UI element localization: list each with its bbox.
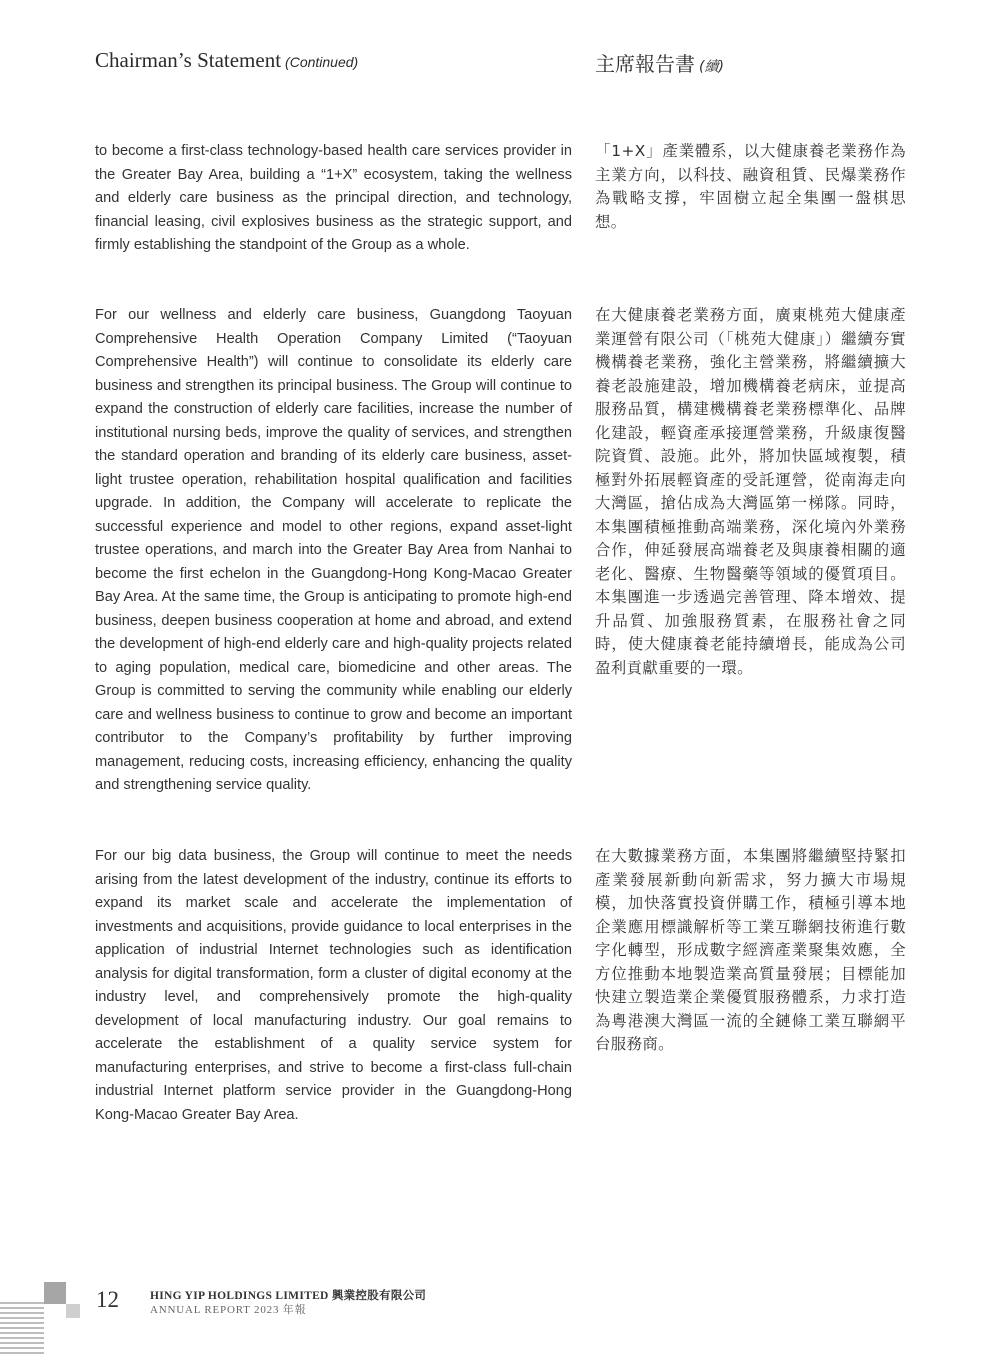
english-paragraph-1 [95, 140, 572, 258]
header-title-zh-text: 主席報告書 [595, 52, 695, 76]
english-paragraph-1-text: to become a first-class technology-based health care services provider in the Greater Bay Area, building a “1+X” ecosystem, taking the wellness and elderly care business as the principal direction, and technology, financial leasing, civil explosives business as the strategic support, and firmly establishing the standpoint of the Group as a whole. [95, 143, 572, 253]
page-number: 12 [96, 1287, 119, 1312]
footer-report-title: ANNUAL REPORT 2023 年報 [150, 1304, 307, 1316]
english-paragraph-2 [95, 304, 572, 798]
footer-decoration-icon [0, 1278, 90, 1358]
chinese-paragraph-1-text: 「1+X」產業體系，以大健康養老業務作為主業方向，以科技、融資租賃、民爆業務作為戰略支撐，牢固樹立起全集團一盤棋思想。 [595, 142, 906, 231]
header-continued-en: (Continued) [285, 54, 359, 70]
english-paragraph-2-text: For our wellness and elderly care business, Guangdong Taoyuan Comprehensive Health Operation Company Limited (“Taoyuan Comprehensive Health”) will continue to consolidate its elderly care business and strengthen its principal business. The Group will continue to expand the construction of elderly care facilities, increase the number of institutional nursing beds, improve the quality of services, and strengthen the standard operation and branding of its elderly care business, asset-light trustee operation, rehabilitation hospital qualification and facilities upgrade. In addition, the Company will accelerate to replicate the successful experience and model to other regions, expand asset-light trustee operations, and march into the Greater Bay Area from Nanhai to become the first echelon in the Guangdong-Hong Kong-Macao Greater Bay Area. At the same time, the Group is anticipating to promote high-end business, deepen business cooperation at home and abroad, and extend the development of high-end elderly care and high-quality projects related to aging population, medical care, biomedicine and other areas. The Group is committed to serving the community while enabling our elderly care and wellness business to continue to grow and become an important contributor to the Company’s profitability by further improving management, reducing costs, increasing efficiency, enhancing the quality and strengthening service quality. [95, 307, 572, 793]
chinese-paragraph-3 [595, 845, 906, 1057]
chinese-paragraph-2-text: 在大健康養老業務方面，廣東桃苑大健康產業運營有限公司（「桃苑大健康」）繼續夯實機構養老業務，強化主營業務，將繼續擴大養老設施建設，增加機構養老病床，並提高服務品質，構建機構養老業務標準化、品牌化建設，輕資產承接運營業務，升級康復醫院資質、設施。此外，將加快區域複製，積極對外拓展輕資產的受託運營，從南海走向大灣區，搶佔成為大灣區第一梯隊。同時，本集團積極推動高端業務，深化境內外業務合作，伸延發展高端養老及與康養相關的適老化、醫療、生物醫藥等領域的優質項目。本集團進一步透過完善管理、降本增效、提升品質、加強服務質素，在服務社會之同時，使大健康養老能持續增長，能成為公司盈利貢獻重要的一環。 [595, 306, 906, 677]
english-paragraph-3 [95, 845, 572, 1127]
chinese-paragraph-2 [595, 304, 906, 680]
english-paragraph-3-text: For our big data business, the Group will continue to meet the needs arising from the latest development of the industry, continue its efforts to expand its market scale and accelerate the implementation of investments and acquisitions, provide guidance to local enterprises in the application of industrial Internet technologies such as identification analysis for digital transformation, form a cluster of digital economy at the industry level, and comprehensively promote the high-quality development of local manufacturing industry. Our goal remains to accelerate the establishment of a quality service system for manufacturing enterprises, and strive to become a first-class full-chain industrial Internet platform service provider in the Guangdong-Hong Kong-Macao Greater Bay Area. [95, 848, 572, 1123]
header-title-zh [595, 48, 724, 77]
header-continued-zh: (續) [699, 59, 724, 75]
header-title-en-text: Chairman’s Statement [95, 48, 282, 72]
chinese-paragraph-3-text: 在大數據業務方面，本集團將繼續堅持緊扣產業發展新動向新需求，努力擴大市場規模，加快落實投資併購工作，積極引導本地企業應用標識解析等工業互聯網技術進行數字化轉型，形成數字經濟產業聚集效應，全方位推動本地製造業高質量發展；目標能加快建立製造業企業優質服務體系，力求打造為粵港澳大灣區一流的全鏈條工業互聯網平台服務商。 [595, 847, 906, 1053]
chinese-paragraph-1 [595, 140, 906, 234]
header-title-en [95, 48, 358, 73]
footer-company-name: HING YIP HOLDINGS LIMITED 興業控股有限公司 [150, 1290, 427, 1302]
